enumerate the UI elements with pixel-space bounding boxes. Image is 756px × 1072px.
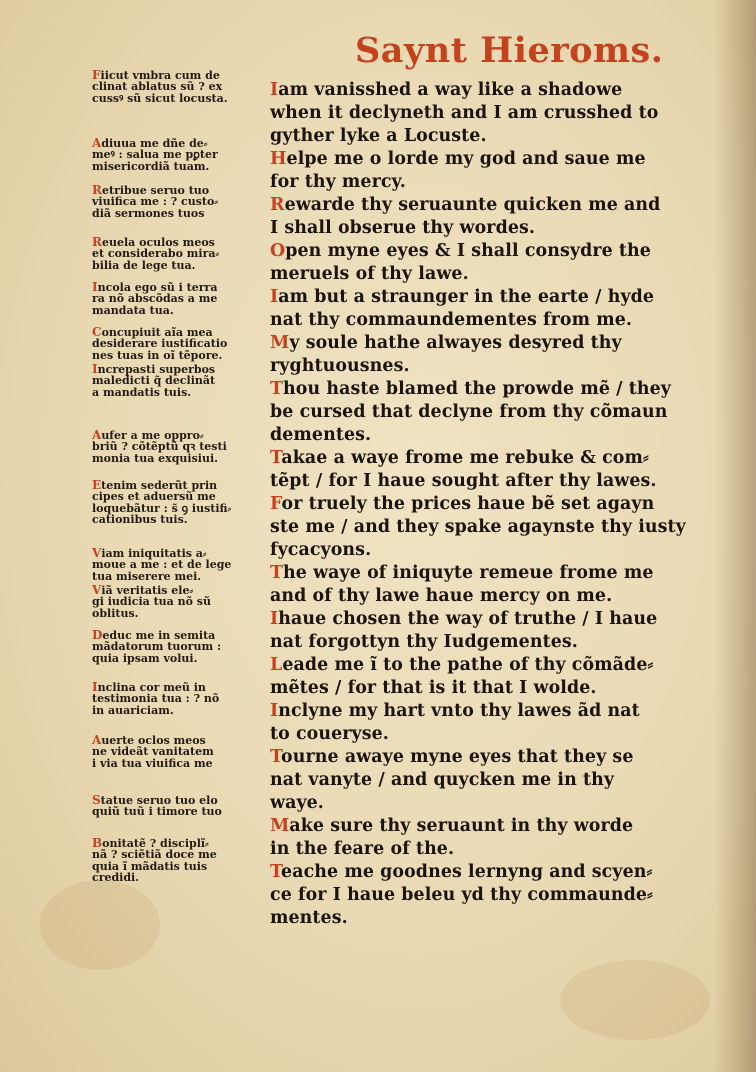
line-text: eade me ĩ to the pathe of thy cõmãde⸗ xyxy=(282,655,654,675)
gloss-line: oblitus. xyxy=(92,606,139,620)
text-line xyxy=(270,539,700,562)
gloss-line: maledicti q̃ declinãt xyxy=(92,374,216,388)
gloss-initial: V xyxy=(92,583,102,597)
red-initial: O xyxy=(270,241,286,261)
text-line xyxy=(270,654,700,677)
line-text: mẽtes / for that is it that I wolde. xyxy=(270,678,597,698)
red-initial: T xyxy=(270,563,284,583)
line-text: I shall obserue thy wordes. xyxy=(270,218,536,238)
red-initial: I xyxy=(270,287,279,307)
gloss-line: Viam iniquitatis a⸗ xyxy=(92,546,207,560)
gloss-verse xyxy=(92,630,264,664)
gloss-line: nes tuas in oĩ tẽpore. xyxy=(92,348,223,362)
text-line xyxy=(270,125,700,148)
red-initial: I xyxy=(270,701,279,721)
gloss-line: et considerabo mira⸗ xyxy=(92,247,220,261)
text-line xyxy=(270,148,700,171)
gloss-line: desiderare iustificatio xyxy=(92,337,228,351)
line-text: for thy mercy. xyxy=(270,172,406,192)
text-line xyxy=(270,631,700,654)
gloss-line: viuifica me : ? custo⸗ xyxy=(92,195,219,209)
gloss-line: monia tua exquisiui. xyxy=(92,451,218,465)
gloss-line: mandata tua. xyxy=(92,303,174,317)
line-text: to coueryse. xyxy=(270,724,389,744)
gloss-line: testimonia tua : ? nõ xyxy=(92,692,220,706)
gloss-initial: C xyxy=(92,325,102,339)
gloss-line: Deduc me in semita xyxy=(92,628,216,642)
text-line xyxy=(270,585,700,608)
text-line xyxy=(270,355,700,378)
text-line xyxy=(270,907,700,930)
gloss-line: Retribue seruo tuo xyxy=(92,183,210,197)
gloss-line: misericordiã tuam. xyxy=(92,159,210,173)
text-line xyxy=(270,493,700,516)
text-line xyxy=(270,194,700,217)
gloss-line: i via tua viuifica me xyxy=(92,756,213,770)
line-text: waye. xyxy=(270,793,324,813)
gloss-line: cussꝰ sũ sicut locusta. xyxy=(92,91,228,105)
gloss-initial: D xyxy=(92,628,103,642)
gloss-verse xyxy=(92,735,264,769)
line-text: ste me / and they spake agaynste thy iusty xyxy=(270,517,686,537)
text-line xyxy=(270,792,700,815)
gloss-line: mãdatorum tuorum : xyxy=(92,640,222,654)
gloss-line: Auerte oclos meos xyxy=(92,733,206,747)
gloss-verse xyxy=(92,138,264,172)
gloss-line: clinat ablatus sũ ? ex xyxy=(92,80,223,94)
text-line xyxy=(270,608,700,631)
gloss-initial: A xyxy=(92,428,102,442)
gloss-verse xyxy=(92,364,264,398)
text-line xyxy=(270,217,700,240)
line-text: dementes. xyxy=(270,425,372,445)
text-line xyxy=(270,378,700,401)
gloss-line: gi iudicia tua nõ sũ xyxy=(92,595,211,609)
line-text: meruels of thy lawe. xyxy=(270,264,469,284)
text-line xyxy=(270,102,700,125)
page-stain xyxy=(40,880,160,970)
line-text: akae a waye frome me rebuke & com⸗ xyxy=(281,448,649,468)
text-line xyxy=(270,332,700,355)
gloss-line: quia ipsam volui. xyxy=(92,651,198,665)
gloss-line: ne videãt vanitatem xyxy=(92,745,214,759)
red-initial: L xyxy=(270,655,283,675)
line-text: or truely the prices haue bẽ set agayn xyxy=(281,494,655,514)
line-text: and of thy lawe haue mercy on me. xyxy=(270,586,613,606)
gloss-verse xyxy=(92,480,264,525)
line-text: ryghtuousnes. xyxy=(270,356,410,376)
line-text: tẽpt / for I haue sought after thy lawes. xyxy=(270,471,657,491)
gloss-initial: E xyxy=(92,478,102,492)
gloss-line: a mandatis tuis. xyxy=(92,385,192,399)
text-line xyxy=(270,884,700,907)
text-line xyxy=(270,447,700,470)
text-line xyxy=(270,401,700,424)
gloss-line: Bonitatẽ ? disciplĩ⸗ xyxy=(92,836,209,850)
gloss-verse xyxy=(92,430,264,464)
gloss-verse xyxy=(92,70,264,104)
gloss-verse xyxy=(92,585,264,619)
text-line xyxy=(270,516,700,539)
gloss-line: Statue seruo tuo elo xyxy=(92,793,218,807)
gloss-line: in auariciam. xyxy=(92,703,174,717)
gloss-verse xyxy=(92,838,264,883)
text-line xyxy=(270,79,700,102)
text-line xyxy=(270,562,700,585)
gloss-verse xyxy=(92,282,264,316)
gloss-line: credidi. xyxy=(92,870,140,884)
gloss-line: tua miserere mei. xyxy=(92,569,202,583)
text-line xyxy=(270,769,700,792)
gloss-initial: F xyxy=(92,68,101,82)
gloss-line: Inclina cor meũ in xyxy=(92,680,206,694)
red-initial: H xyxy=(270,149,287,169)
line-text: be cursed that declyne from thy cõmaun xyxy=(270,402,668,422)
text-line xyxy=(270,263,700,286)
line-text: fycacyons. xyxy=(270,540,372,560)
gloss-line: cationibus tuis. xyxy=(92,512,188,526)
gloss-line: quiũ tuũ i timore tuo xyxy=(92,805,222,819)
gloss-initial: I xyxy=(92,362,98,376)
text-line xyxy=(270,838,700,861)
gloss-verse xyxy=(92,327,264,361)
gloss-line: Increpasti superbos xyxy=(92,362,216,376)
red-initial: R xyxy=(270,195,285,215)
gloss-line: nã ? sciẽtiã doce me xyxy=(92,848,217,862)
line-text: mentes. xyxy=(270,908,348,928)
gloss-initial: I xyxy=(92,680,98,694)
line-text: am but a straunger in the earte / hyde xyxy=(278,287,655,307)
gloss-verse xyxy=(92,548,264,582)
line-text: he waye of iniquyte remeue frome me xyxy=(283,563,654,583)
gloss-initial: A xyxy=(92,136,102,150)
gloss-initial: V xyxy=(92,546,102,560)
gloss-line: Concupiuit aĩa mea xyxy=(92,325,213,339)
gloss-line: briũ ? cõtẽptũ qꝛ testi xyxy=(92,440,227,454)
text-line xyxy=(270,171,700,194)
gloss-line: Fiicut vmbra cum de xyxy=(92,68,220,82)
gloss-initial: A xyxy=(92,733,102,747)
text-line xyxy=(270,424,700,447)
line-text: in the feare of the. xyxy=(270,839,455,859)
text-line xyxy=(270,700,700,723)
line-text: nat vanyte / and quycken me in thy xyxy=(270,770,615,790)
text-line xyxy=(270,723,700,746)
gloss-initial: I xyxy=(92,280,98,294)
gloss-line: loquebãtur : s̃ ꝯ iustifi⸗ xyxy=(92,501,232,515)
gloss-line: quia ĩ mãdatis tuis xyxy=(92,859,208,873)
gloss-line: cipes et aduersũ me xyxy=(92,490,216,504)
gloss-line: meꝰ : salua me pꝑter xyxy=(92,148,218,162)
gloss-initial: R xyxy=(92,235,102,249)
text-line xyxy=(270,470,700,493)
line-text: eache me goodnes lernyng and scyen⸗ xyxy=(281,862,653,882)
text-line xyxy=(270,746,700,769)
page-stain xyxy=(560,960,710,1040)
gloss-line: moue a me : et de lege xyxy=(92,558,232,572)
gloss-initial: S xyxy=(92,793,101,807)
line-text: nclyne my hart vnto thy lawes ãd nat xyxy=(278,701,640,721)
line-text: am vanisshed a way like a shadowe xyxy=(278,80,623,100)
line-text: haue chosen the way of truthe / I haue xyxy=(278,609,658,629)
red-initial: F xyxy=(270,494,282,514)
line-text: gyther lyke a Locuste. xyxy=(270,126,487,146)
line-text: hou haste blamed the prowde mẽ / they xyxy=(283,379,671,399)
line-text: y soule hathe alwayes desyred thy xyxy=(289,333,622,353)
running-title: Saynt Hieroms. xyxy=(355,30,664,71)
red-initial: I xyxy=(270,609,279,629)
gloss-line: Etenim sederũt prin xyxy=(92,478,218,492)
gloss-line: Incola ego sũ i terra xyxy=(92,280,218,294)
gloss-line: Adiuua me dñe de⸗ xyxy=(92,136,208,150)
red-initial: T xyxy=(270,379,284,399)
gloss-line: Viã veritatis ele⸗ xyxy=(92,583,194,597)
text-line xyxy=(270,861,700,884)
gloss-initial: R xyxy=(92,183,102,197)
text-line xyxy=(270,240,700,263)
line-text: pen myne eyes & I shall consydre the xyxy=(285,241,651,261)
red-initial: M xyxy=(270,333,290,353)
gloss-verse xyxy=(92,185,264,219)
line-text: ake sure thy seruaunt in thy worde xyxy=(289,816,634,836)
text-line xyxy=(270,286,700,309)
text-line xyxy=(270,309,700,332)
gloss-line: diã sermones tuos xyxy=(92,206,205,220)
gloss-line: ra nõ abscõdas a me xyxy=(92,292,218,306)
line-text: nat thy commaundementes from me. xyxy=(270,310,633,330)
line-text: elpe me o lorde my god and saue me xyxy=(286,149,646,169)
red-initial: T xyxy=(270,862,282,882)
page-gutter-shadow xyxy=(714,0,756,1072)
gloss-initial: B xyxy=(92,836,103,850)
line-text: nat forgottyn thy Iudgementes. xyxy=(270,632,578,652)
red-initial: M xyxy=(270,816,290,836)
gloss-verse xyxy=(92,795,264,818)
line-text: ce for I haue beleu yd thy commaunde⸗ xyxy=(270,885,653,905)
gloss-line: bilia de lege tua. xyxy=(92,258,196,272)
gloss-line: Reuela oculos meos xyxy=(92,235,215,249)
gloss-line: Aufer a me oppro⸗ xyxy=(92,428,204,442)
red-initial: T xyxy=(270,747,282,767)
line-text: ourne awaye myne eyes that they se xyxy=(281,747,634,767)
red-initial: T xyxy=(270,448,282,468)
text-line xyxy=(270,677,700,700)
text-line xyxy=(270,815,700,838)
red-initial: I xyxy=(270,80,279,100)
gloss-verse xyxy=(92,237,264,271)
gloss-verse xyxy=(92,682,264,716)
line-text: ewarde thy seruaunte quicken me and xyxy=(284,195,661,215)
line-text: when it declyneth and I am crusshed to xyxy=(270,103,659,123)
